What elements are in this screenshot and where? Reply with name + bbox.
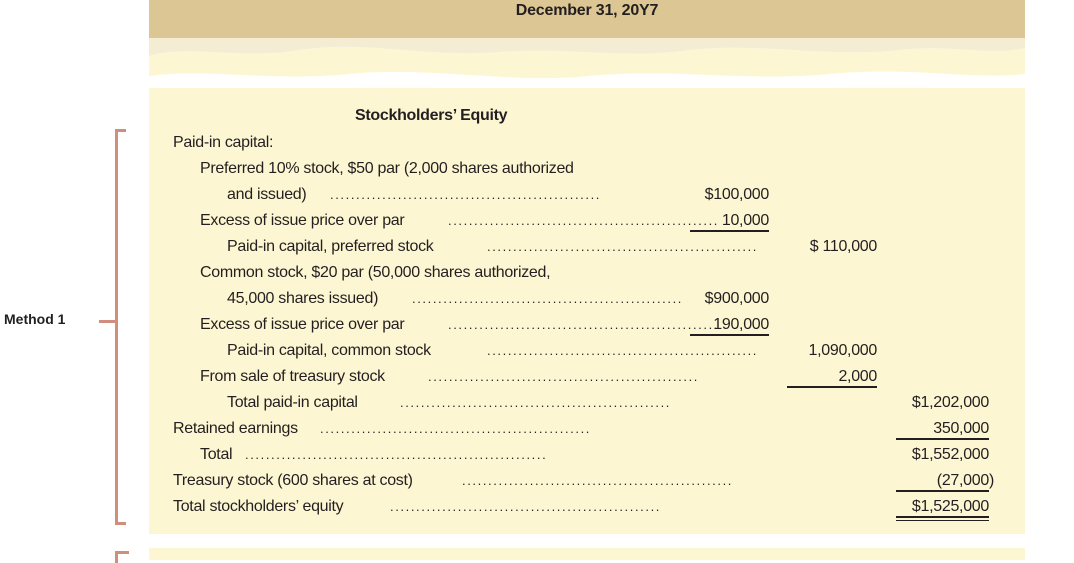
- subtotal-rule: [690, 334, 769, 336]
- table-row: [0, 470, 1074, 496]
- table-row: [0, 262, 1074, 288]
- section-title: Stockholders’ Equity: [355, 107, 508, 124]
- table-row: [0, 496, 1074, 522]
- row-label: Total paid-in capital: [227, 394, 358, 411]
- dot-leader: ....................................................: [448, 213, 720, 228]
- subtotal-rule: [896, 438, 989, 440]
- table-row: [0, 132, 1074, 158]
- col1-value: $900,000: [704, 290, 769, 307]
- col3-value: $1,202,000: [911, 394, 989, 411]
- row-label: Retained earnings: [173, 420, 298, 437]
- subtotal-rule: [690, 230, 769, 232]
- col3-value: $1,525,000: [911, 498, 989, 515]
- row-label: Total stockholders’ equity: [173, 498, 344, 515]
- table-row: [0, 158, 1074, 184]
- row-label: From sale of treasury stock: [200, 368, 385, 385]
- dot-leader: ....................................................: [428, 369, 700, 384]
- col1-value: 10,000: [721, 212, 769, 229]
- dot-leader: ....................................................: [412, 291, 684, 306]
- dot-leader: ....................................................: [390, 499, 662, 514]
- statement-header-band: [149, 0, 1025, 38]
- col2-value: $ 110,000: [809, 238, 877, 255]
- subtotal-rule: [896, 490, 989, 492]
- col2-value: 2,000: [838, 368, 877, 385]
- row-label: Excess of issue price over par: [200, 316, 405, 333]
- dot-leader: ..........................................................: [245, 447, 548, 462]
- next-statement-panel: [149, 548, 1025, 560]
- table-row: [0, 314, 1074, 340]
- row-label: 45,000 shares issued): [227, 290, 379, 307]
- total-double-rule-bottom: [896, 520, 989, 522]
- dot-leader: ....................................................: [400, 395, 672, 410]
- row-label: Treasury stock (600 shares at cost): [173, 472, 413, 489]
- col3-value: (27,000): [936, 472, 994, 489]
- subtotal-rule: [787, 386, 877, 388]
- col3-value: 350,000: [933, 420, 989, 437]
- col1-value: 190,000: [713, 316, 769, 333]
- row-label: Excess of issue price over par: [200, 212, 405, 229]
- col3-value: $1,552,000: [911, 446, 989, 463]
- dot-leader: ....................................................: [448, 317, 720, 332]
- table-row: [0, 210, 1074, 236]
- table-row: [0, 236, 1074, 262]
- row-label: and issued): [227, 186, 307, 203]
- col1-value: $100,000: [704, 186, 769, 203]
- dot-leader: ....................................................: [487, 239, 759, 254]
- dot-leader: ....................................................: [320, 421, 592, 436]
- table-row: [0, 184, 1074, 210]
- method-label: Method 1: [4, 311, 66, 327]
- row-label: Paid-in capital, preferred stock: [227, 238, 434, 255]
- dot-leader: ....................................................: [487, 343, 759, 358]
- dot-leader: ....................................................: [462, 473, 734, 488]
- row-label: Paid-in capital:: [173, 134, 274, 151]
- row-label: Paid-in capital, common stock: [227, 342, 431, 359]
- table-row: [0, 444, 1074, 470]
- total-double-rule-top: [896, 516, 989, 518]
- row-label: Total: [200, 446, 233, 463]
- row-label: Common stock, $20 par (50,000 shares authorized,: [200, 264, 551, 281]
- table-row: [0, 340, 1074, 366]
- col2-value: 1,090,000: [808, 342, 877, 359]
- table-row: [0, 392, 1074, 418]
- next-method-bracket: [115, 551, 129, 563]
- row-label: Preferred 10% stock, $50 par (2,000 shares authorized: [200, 160, 574, 177]
- table-row: [0, 418, 1074, 444]
- statement-date: December 31, 20Y7: [515, 2, 659, 19]
- table-row: [0, 288, 1074, 314]
- table-row: [0, 366, 1074, 392]
- dot-leader: ....................................................: [330, 187, 602, 202]
